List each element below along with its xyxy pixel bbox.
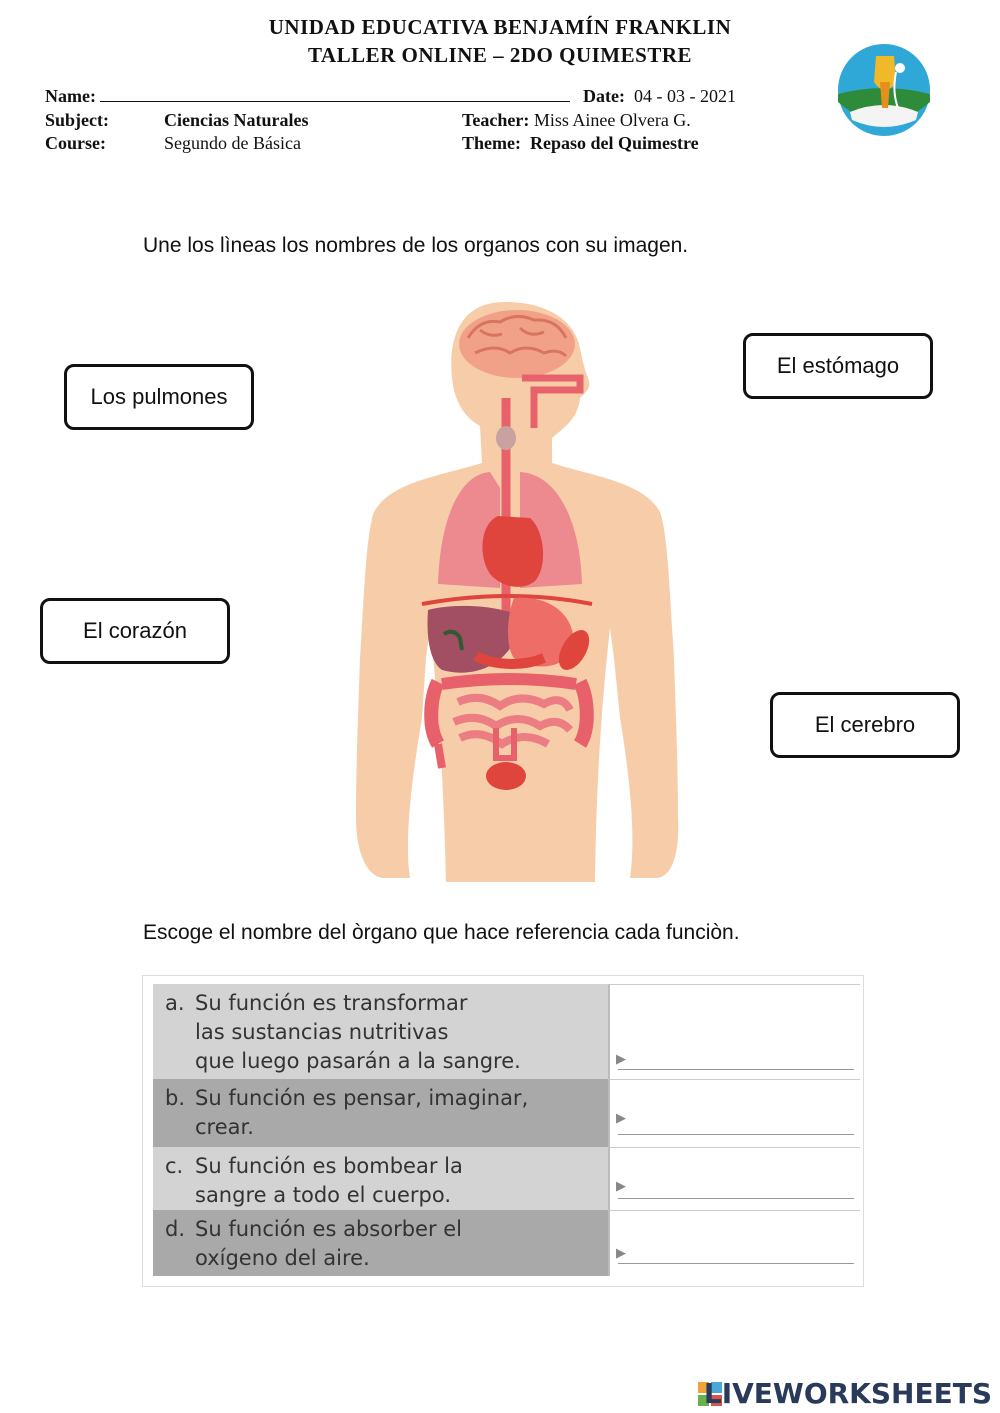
row-text-line: Su función es transformar: [195, 991, 468, 1015]
brain-organ: [459, 310, 575, 378]
workshop-title: TALLER ONLINE – 2DO QUIMESTRE: [307, 43, 692, 67]
name-field[interactable]: [100, 87, 570, 102]
name-label: Name:: [45, 86, 96, 106]
function-table: [142, 975, 864, 1287]
row-text-line: Su función es bombear la: [195, 1154, 463, 1178]
label-heart[interactable]: El corazón: [40, 598, 230, 664]
answer-line: [618, 1069, 854, 1070]
course-label: Course:: [45, 133, 106, 153]
arrow-icon: ▶: [616, 1110, 626, 1125]
table-row: [153, 1210, 608, 1276]
label-stomach[interactable]: El estómago: [743, 333, 933, 399]
row-text-line: oxígeno del aire.: [195, 1246, 370, 1270]
table-row: [153, 1147, 608, 1210]
row-letter: b.: [165, 1086, 186, 1110]
table-row: [153, 984, 608, 1079]
theme-value: Repaso del Quimestre: [529, 133, 699, 153]
teacher-row: [462, 110, 691, 131]
teacher-value: Miss Ainee Olvera G.: [533, 110, 691, 130]
arrow-icon: ▶: [616, 1178, 626, 1193]
human-body-organs-illustration: [330, 298, 680, 882]
answer-field-a[interactable]: [608, 984, 860, 1079]
row-text-line: Su función es pensar, imaginar,: [195, 1086, 529, 1110]
answer-field-b[interactable]: [608, 1079, 860, 1147]
row-letter: d.: [165, 1217, 186, 1241]
row-text-line: Su función es absorber el: [195, 1217, 463, 1241]
label-lungs[interactable]: Los pulmones: [64, 364, 254, 430]
date-label: Date:: [583, 86, 625, 106]
school-logo-icon: [836, 42, 932, 138]
row-text-line: que luego pasarán a la sangre.: [195, 1049, 521, 1073]
row-letter: c.: [165, 1154, 184, 1178]
answer-field-d[interactable]: [608, 1210, 860, 1276]
school-title: UNIDAD EDUCATIVA BENJAMÍN FRANKLIN: [268, 15, 732, 39]
subject-label: Subject:: [45, 110, 109, 130]
teacher-label: Teacher:: [462, 110, 530, 130]
answer-field-c[interactable]: [608, 1147, 860, 1210]
row-text-line: sangre a todo el cuerpo.: [195, 1183, 452, 1207]
theme-label: Theme:: [462, 133, 521, 153]
arrow-icon: ▶: [616, 1245, 626, 1260]
subject-value: Ciencias Naturales: [164, 110, 309, 130]
date-row: [583, 86, 736, 107]
body-silhouette: [356, 302, 678, 882]
row-text-line: crear.: [195, 1115, 254, 1139]
function-instruction: Escoge el nombre del òrgano que hace referencia cada funciòn.: [143, 921, 740, 944]
row-text-line: las sustancias nutritivas: [195, 1020, 449, 1044]
name-row: [45, 86, 570, 107]
answer-line: [618, 1198, 854, 1199]
answer-line: [618, 1263, 854, 1264]
arrow-icon: ▶: [616, 1051, 626, 1066]
table-row: [153, 1079, 608, 1147]
row-letter: a.: [165, 991, 185, 1015]
label-brain[interactable]: El cerebro: [770, 692, 960, 758]
matching-instruction: Une los lìneas los nombres de los organos con su imagen.: [143, 234, 689, 257]
answer-line: [618, 1134, 854, 1135]
brand-name: LIVEWORKSHEETS: [703, 1377, 992, 1410]
date-value: 04 - 03 - 2021: [633, 86, 736, 106]
course-value: Segundo de Básica: [164, 133, 301, 153]
theme-row: [462, 133, 699, 154]
